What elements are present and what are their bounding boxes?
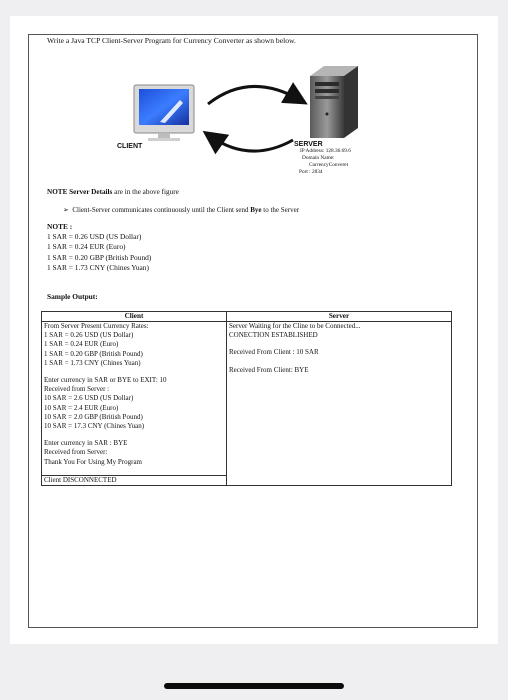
document-page [10,16,498,644]
arrow-bullet-icon: ➢ [63,206,73,214]
server-ip: IP Address: 128.36.69.6 [300,148,351,154]
sample-output-heading: Sample Output: [47,292,98,301]
server-label: SERVER [294,141,323,148]
server-tower-icon [310,66,358,138]
rates-note [47,222,151,273]
sample-output-table [41,311,452,486]
note-server-details: NOTE Server Details are in the above figure [47,188,179,196]
rate-line: 1 SAR = 0.20 GBP (British Pound) [47,252,152,262]
note-heading: NOTE : [47,222,73,231]
server-column: Server Waiting for the Cline to be Connected... CONECTION ESTABLISHED Received From Client : 10 SAR Received From Client: BYE [227,322,452,486]
client-header: Client [42,312,227,322]
server-domain-label: Domain Name: [302,155,335,161]
client-label: CLIENT [117,143,143,150]
top-arrow [208,86,300,104]
server-header: Server [227,312,452,322]
monitor-icon [134,85,194,141]
home-indicator[interactable] [164,683,344,689]
server-port: Port : 2834 [299,169,323,175]
client-server-figure [10,16,498,216]
bullet-item: ➢ Client-Server communicates continuously until the Client send Bye to the Server [63,206,300,214]
assignment-title: Write a Java TCP Client-Server Program for Currency Converter as shown below. [47,36,296,45]
client-column: From Server Present Currency Rates: 1 SAR = 0.26 USD (US Dollar) 1 SAR = 0.24 EUR (Euro) 1 SAR = 0.20 GBP (British Pound) 1 SAR = 1.73 CNY (Chines Yuan) Enter currency in SAR or BYE to EXIT: 10 Received from Server : 10 SAR = 2.6 USD (US Dollar) 10 SAR = 2.4 EUR (Euro) 10 SAR = 2.0 GBP (British Pound) 10 SAR = 17.3 CNY (Chines Yuan) Enter currency in SAR : BYE Received from Server: Thank You For Using My Program Client DISCONNECTED [42,322,227,486]
bottom-arrow [210,136,293,151]
rate-line: 1 SAR = 1.73 CNY (Chines Yuan) [47,262,149,272]
rate-line: 1 SAR = 0.24 EUR (Euro) [47,242,126,252]
server-domain-value: CurrencyConveret [309,162,349,168]
rate-line: 1 SAR = 0.26 USD (US Dollar) [47,232,142,242]
